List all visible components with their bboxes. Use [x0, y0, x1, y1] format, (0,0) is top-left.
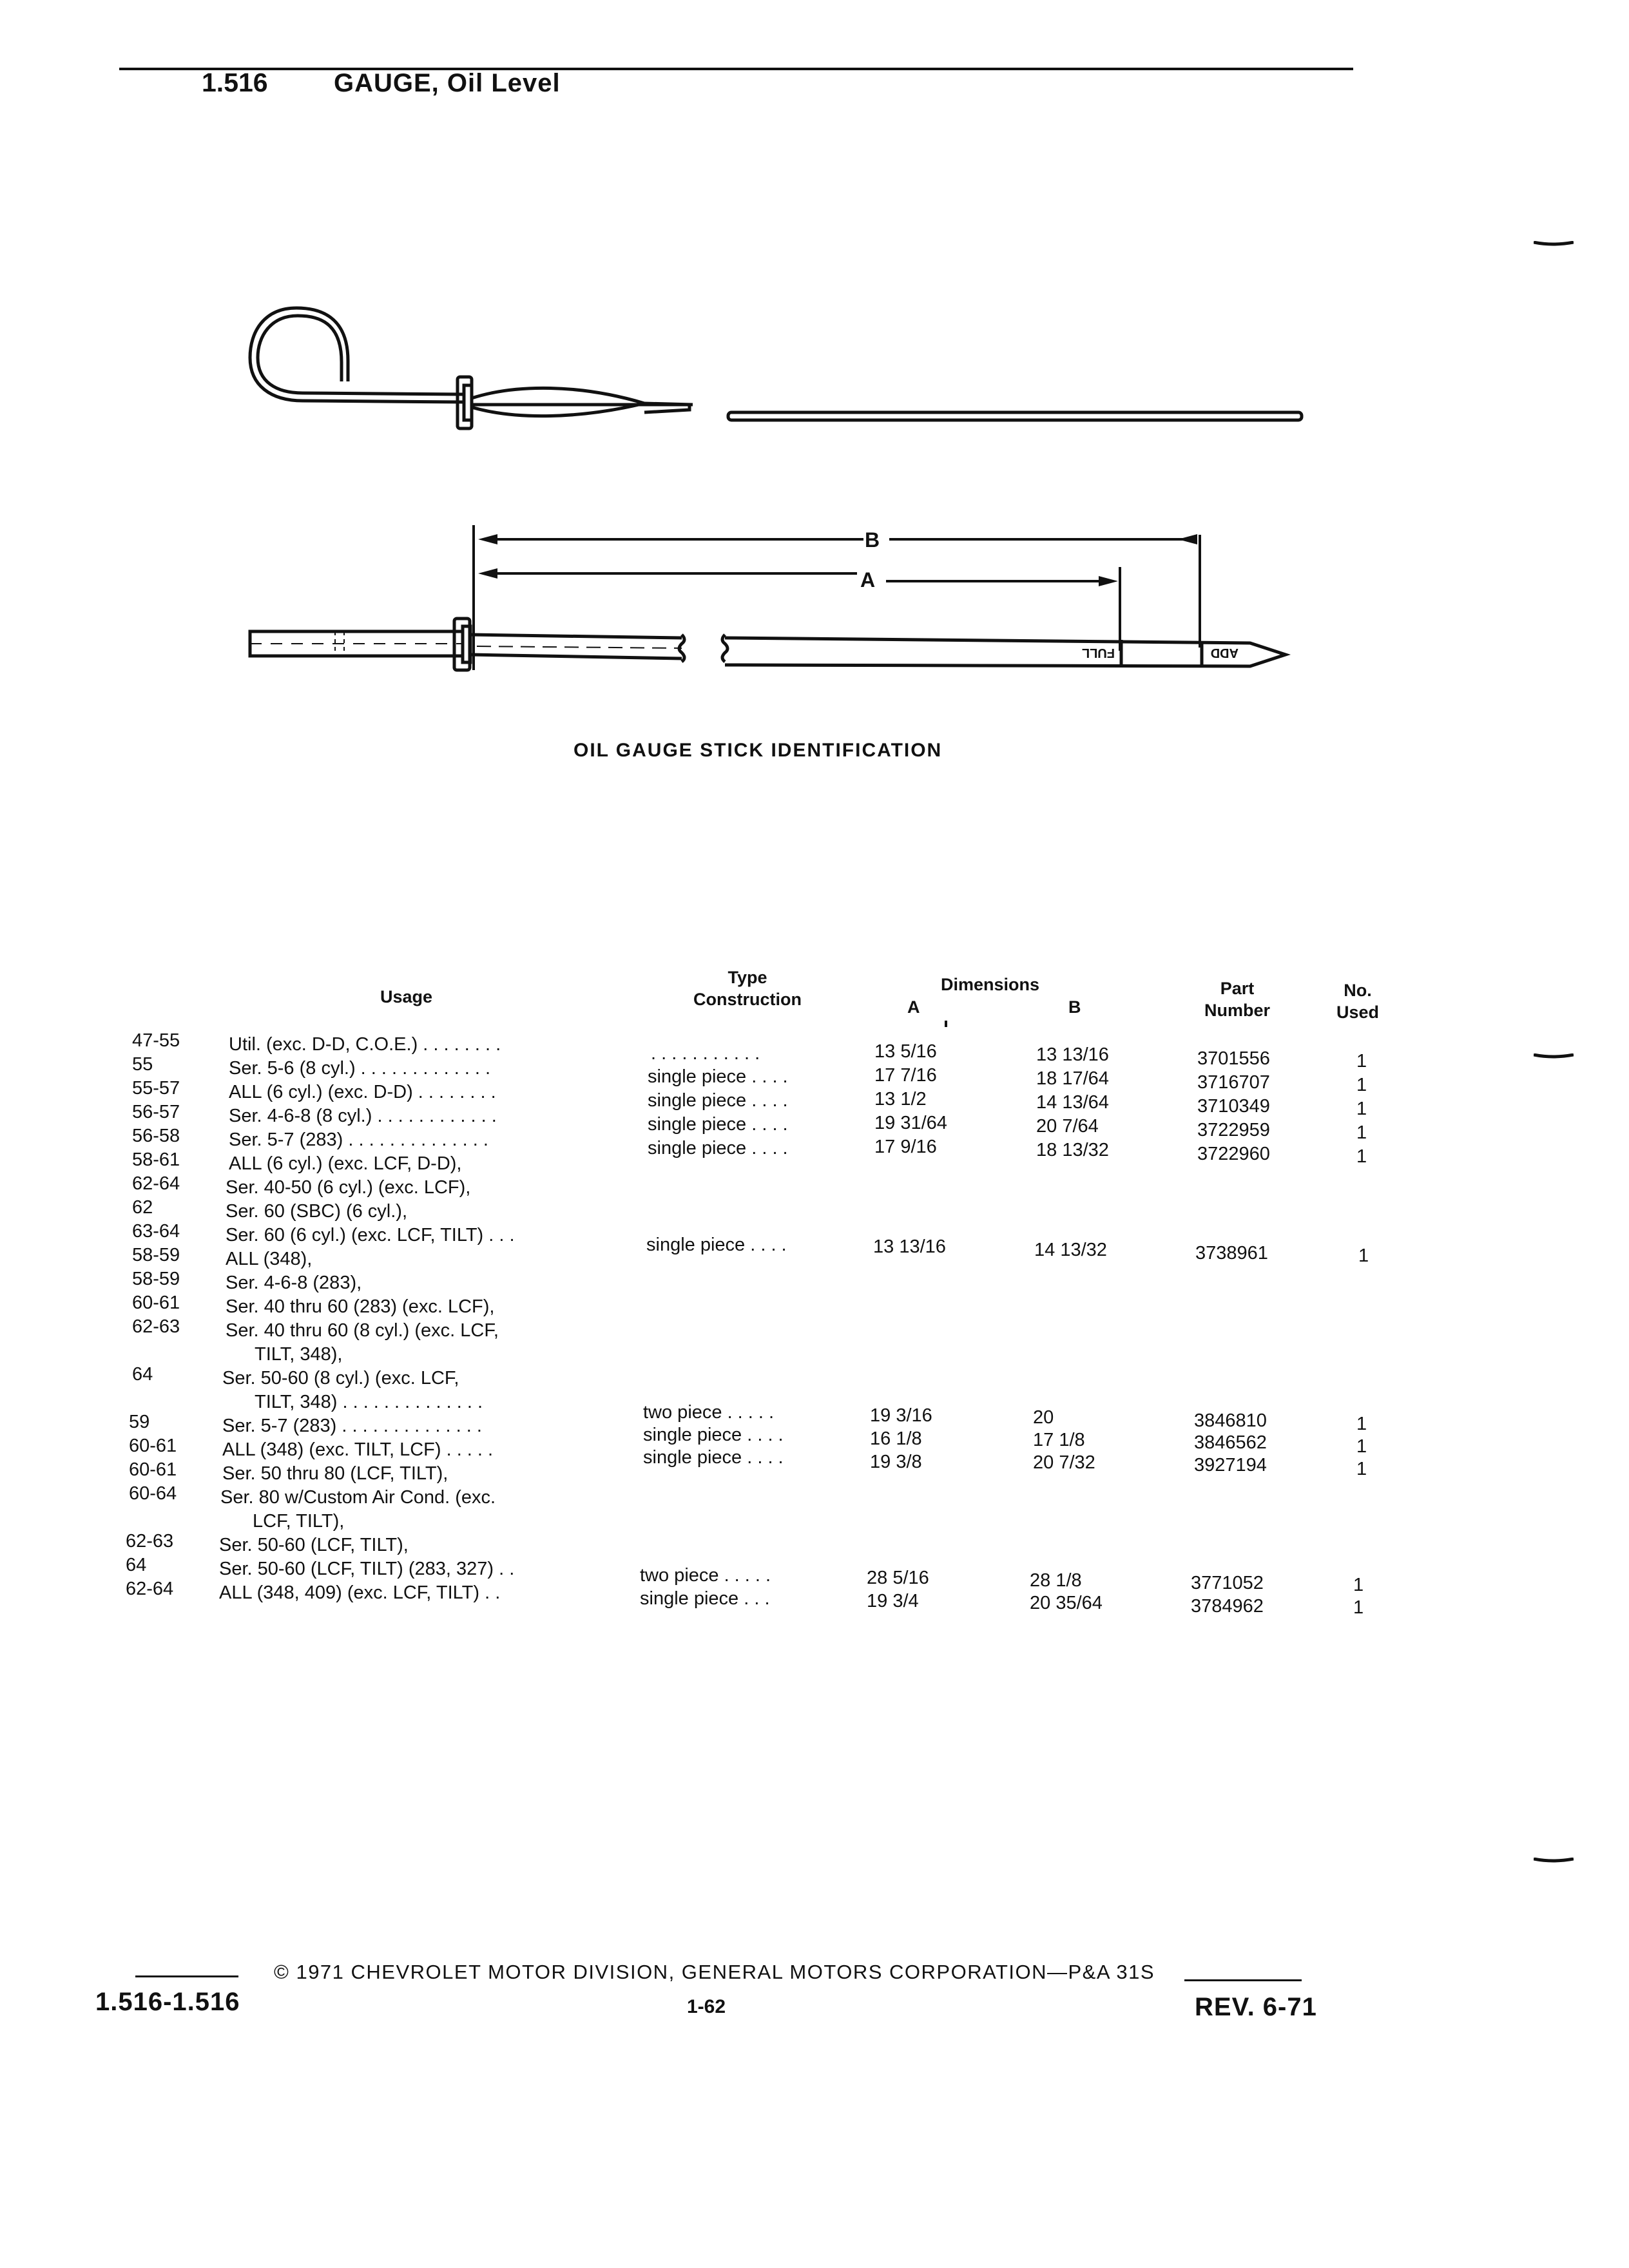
usage-text: Ser. 40 thru 60 (283) (exc. LCF), — [226, 1296, 495, 1317]
usage-years: 58-61 — [132, 1149, 180, 1170]
usage-text: TILT, 348) . . . . . . . . . . . . . . — [255, 1392, 483, 1412]
usage-text: Ser. 40 thru 60 (8 cyl.) (exc. LCF, — [226, 1320, 499, 1341]
section-title: GAUGE, Oil Level — [334, 69, 561, 97]
usage-text: Ser. 5-7 (283) . . . . . . . . . . . . . . — [222, 1416, 482, 1436]
usage-years: 60-64 — [129, 1483, 177, 1504]
spec-used: 1 — [1356, 1075, 1367, 1095]
binding-mark-2 — [1534, 1053, 1574, 1059]
usage-text: ALL (348), — [226, 1249, 313, 1269]
usage-years: 56-57 — [132, 1102, 180, 1122]
section-number: 1.516 — [202, 68, 268, 97]
header-dimensions: Dimensions — [941, 975, 1040, 994]
usage-text: ALL (6 cyl.) (exc. LCF, D-D), — [229, 1153, 462, 1174]
usage-text: LCF, TILT), — [253, 1511, 345, 1532]
binding-mark-3 — [1534, 1858, 1574, 1863]
spec-dim-a: 19 3/16 — [870, 1405, 932, 1426]
stick-mark-full: FULL — [1081, 646, 1115, 660]
usage-years: 60-61 — [132, 1293, 180, 1313]
usage-text: Util. (exc. D-D, C.O.E.) . . . . . . . . — [229, 1034, 501, 1055]
spec-part: 3710349 — [1197, 1096, 1270, 1117]
spec-dim-b: 13 13/16 — [1036, 1044, 1109, 1065]
spec-used: 1 — [1356, 1459, 1367, 1479]
usage-years: 58-59 — [132, 1245, 180, 1265]
oil-gauge-stick-figure — [0, 284, 1629, 709]
header-type-line1: Type — [728, 968, 767, 987]
usage-years: 64 — [132, 1364, 153, 1385]
dim-a-mark — [945, 1021, 947, 1027]
spec-dim-b: 17 1/8 — [1033, 1430, 1085, 1450]
usage-years: 64 — [126, 1555, 147, 1575]
spec-part: 3722959 — [1197, 1120, 1270, 1140]
spec-part: 3784962 — [1191, 1596, 1264, 1617]
spec-dim-a: 17 7/16 — [874, 1065, 937, 1086]
spec-dim-b: 20 — [1033, 1407, 1054, 1428]
spec-used: 1 — [1356, 1146, 1367, 1167]
header-no-line2: Used — [1336, 1003, 1380, 1022]
usage-text: Ser. 50-60 (LCF, TILT) (283, 327) . . — [219, 1559, 515, 1579]
spec-dim-a: 13 5/16 — [874, 1041, 937, 1062]
dipstick-side-view — [250, 619, 1286, 670]
spec-dim-b: 18 13/32 — [1036, 1140, 1109, 1160]
stick-mark-add: ADD — [1210, 646, 1239, 660]
usage-text: Ser. 50-60 (8 cyl.) (exc. LCF, — [222, 1368, 459, 1389]
binding-mark-1 — [1534, 241, 1574, 246]
usage-text: Ser. 60 (6 cyl.) (exc. LCF, TILT) . . . — [226, 1225, 515, 1245]
usage-years: 62-63 — [132, 1316, 180, 1337]
header-part-line2: Number — [1204, 1001, 1270, 1020]
usage-text: TILT, 348), — [255, 1344, 343, 1365]
spec-used: 1 — [1353, 1575, 1364, 1595]
dimension-a-label: A — [860, 568, 876, 591]
spec-dim-a: 13 13/16 — [873, 1236, 946, 1257]
spec-used: 1 — [1356, 1051, 1367, 1072]
header-usage: Usage — [380, 987, 433, 1006]
usage-text: Ser. 40-50 (6 cyl.) (exc. LCF), — [226, 1177, 471, 1198]
spec-dim-a: 17 9/16 — [874, 1137, 937, 1157]
usage-years: 60-61 — [129, 1436, 177, 1456]
spec-used: 1 — [1358, 1245, 1369, 1266]
spec-used: 1 — [1356, 1414, 1367, 1434]
spec-dim-a: 19 31/64 — [874, 1113, 947, 1133]
header-rule — [119, 68, 1353, 70]
header-part-line1: Part — [1220, 979, 1255, 998]
usage-years: 59 — [129, 1412, 150, 1432]
spec-dim-b: 14 13/32 — [1034, 1240, 1107, 1260]
usage-years: 62 — [132, 1197, 153, 1218]
header-dim-b: B — [1068, 997, 1081, 1017]
spec-part: 3771052 — [1191, 1573, 1264, 1593]
usage-text: Ser. 60 (SBC) (6 cyl.), — [226, 1201, 408, 1222]
spec-used: 1 — [1356, 1122, 1367, 1143]
header-type-line2: Construction — [693, 990, 802, 1009]
spec-dim-b: 28 1/8 — [1030, 1570, 1082, 1591]
spec-part: 3722960 — [1197, 1144, 1270, 1164]
spec-dim-b: 20 35/64 — [1030, 1593, 1103, 1613]
spec-dim-b: 18 17/64 — [1036, 1068, 1109, 1089]
spec-type: single piece . . . . — [643, 1447, 784, 1468]
spec-type: two piece . . . . . — [640, 1565, 771, 1586]
spec-type: single piece . . . . — [648, 1114, 788, 1135]
usage-text: ALL (6 cyl.) (exc. D-D) . . . . . . . . — [229, 1082, 496, 1102]
spec-type: single piece . . . . — [648, 1138, 788, 1158]
usage-years: 62-64 — [126, 1579, 174, 1599]
usage-text: Ser. 50-60 (LCF, TILT), — [219, 1535, 409, 1555]
dipstick-top-view — [250, 308, 1302, 428]
spec-type: single piece . . . . — [643, 1425, 784, 1445]
footer-revision: REV. 6-71 — [1195, 1993, 1317, 2021]
usage-text: Ser. 4-6-8 (8 cyl.) . . . . . . . . . . . . — [229, 1106, 497, 1126]
usage-text: ALL (348) (exc. TILT, LCF) . . . . . — [222, 1439, 494, 1460]
spec-type: single piece . . . . — [646, 1235, 787, 1255]
usage-years: 47-55 — [132, 1030, 180, 1051]
spec-type: single piece . . . — [640, 1588, 770, 1609]
header-no-line1: No. — [1344, 981, 1372, 1000]
header-no-used — [1329, 979, 1387, 1023]
figure-caption: OIL GAUGE STICK IDENTIFICATION — [574, 740, 943, 761]
spec-type: single piece . . . . — [648, 1090, 788, 1111]
spec-part: 3738961 — [1195, 1243, 1268, 1264]
spec-dim-b: 20 7/32 — [1033, 1452, 1095, 1473]
spec-dim-a: 19 3/4 — [867, 1591, 919, 1611]
spec-dim-a: 28 5/16 — [867, 1568, 929, 1588]
spec-dim-a: 16 1/8 — [870, 1428, 922, 1449]
spec-dim-a: 13 1/2 — [874, 1089, 927, 1110]
usage-years: 60-61 — [129, 1459, 177, 1480]
footer-section-range: 1.516-1.516 — [95, 1988, 240, 2016]
usage-years: 55 — [132, 1054, 153, 1075]
footer-rule-left — [135, 1975, 238, 1977]
usage-text: Ser. 5-6 (8 cyl.) . . . . . . . . . . . . . — [229, 1058, 491, 1079]
spec-dim-b: 14 13/64 — [1036, 1092, 1109, 1113]
usage-years: 62-64 — [132, 1173, 180, 1194]
usage-text: Ser. 4-6-8 (283), — [226, 1273, 362, 1293]
usage-years: 63-64 — [132, 1221, 180, 1242]
usage-text: Ser. 50 thru 80 (LCF, TILT), — [222, 1463, 448, 1484]
usage-text: ALL (348, 409) (exc. LCF, TILT) . . — [219, 1582, 501, 1603]
spec-type: two piece . . . . . — [643, 1402, 775, 1423]
spec-used: 1 — [1356, 1436, 1367, 1457]
spec-used: 1 — [1353, 1597, 1364, 1618]
footer-rule-right — [1184, 1979, 1302, 1981]
spec-dim-b: 20 7/64 — [1036, 1116, 1099, 1137]
spec-part: 3716707 — [1197, 1072, 1270, 1093]
header-part — [1192, 977, 1282, 1021]
usage-years: 62-63 — [126, 1531, 174, 1552]
usage-years: 55-57 — [132, 1078, 180, 1099]
header-type — [670, 966, 825, 1010]
spec-part: 3846810 — [1194, 1410, 1267, 1431]
spec-used: 1 — [1356, 1099, 1367, 1119]
usage-text: Ser. 5-7 (283) . . . . . . . . . . . . . . — [229, 1129, 488, 1150]
spec-dim-a: 19 3/8 — [870, 1452, 922, 1472]
usage-years: 56-58 — [132, 1126, 180, 1146]
spec-type: . . . . . . . . . . . — [651, 1043, 760, 1064]
header-dim-a: A — [907, 997, 920, 1017]
usage-years: 58-59 — [132, 1269, 180, 1289]
dimension-b-label: B — [865, 528, 880, 552]
footer-copyright: © 1971 CHEVROLET MOTOR DIVISION, GENERAL MOTORS CORPORATION—P&A 31S — [274, 1961, 1155, 1983]
footer-page-number: 1-62 — [687, 1996, 726, 2017]
spec-part: 3927194 — [1194, 1455, 1267, 1475]
spec-part: 3701556 — [1197, 1048, 1270, 1069]
usage-text: Ser. 80 w/Custom Air Cond. (exc. — [220, 1487, 496, 1508]
spec-part: 3846562 — [1194, 1432, 1267, 1453]
spec-type: single piece . . . . — [648, 1066, 788, 1087]
